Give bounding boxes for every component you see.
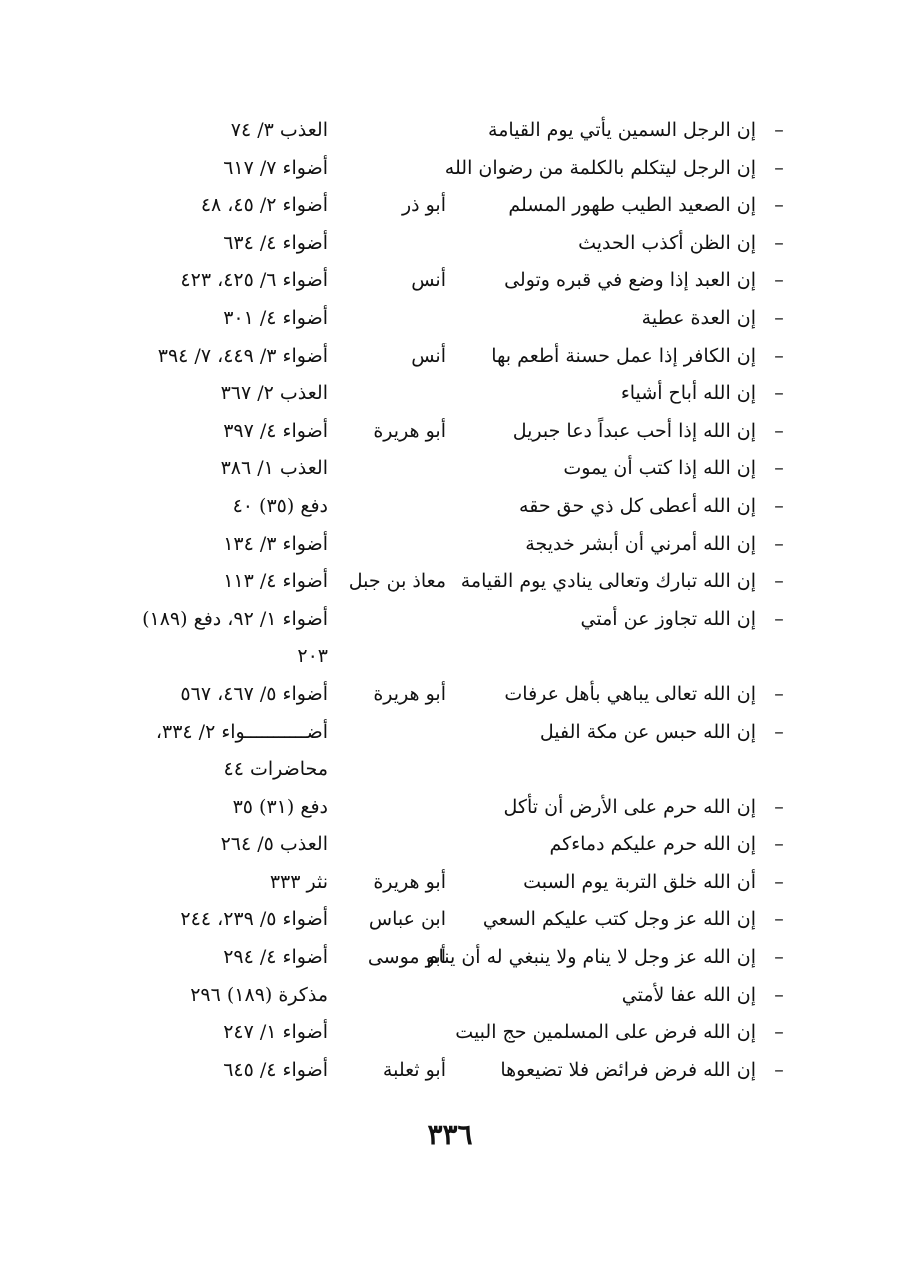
- index-entry: [110, 714, 786, 752]
- entry-dash: –: [774, 983, 784, 1006]
- source-reference: أضواء ٤/ ١١٣: [223, 570, 328, 593]
- entry-dash: –: [774, 306, 784, 329]
- source-reference: أضواء ٤/ ٢٩٤: [223, 946, 328, 969]
- entry-dash: –: [774, 607, 784, 630]
- hadith-text: إن العبد إذا وضع في قبره وتولى: [504, 269, 756, 292]
- index-entry: [110, 150, 786, 188]
- entry-dash: –: [774, 382, 784, 405]
- source-reference: دفع (٣٥) ٤٠: [232, 494, 328, 517]
- index-entry: [110, 112, 786, 150]
- hadith-text: إن الله تبارك وتعالى ينادي يوم القيامة: [460, 570, 756, 593]
- index-entry: [110, 413, 786, 451]
- hadith-text: إن الرجل ليتكلم بالكلمة من رضوان الله: [444, 156, 756, 179]
- index-entry: [110, 601, 786, 639]
- index-entry: [110, 977, 786, 1015]
- source-reference: أضواء ٣/ ١٣٤: [223, 532, 328, 555]
- index-entry: [110, 526, 786, 564]
- entry-dash: –: [774, 720, 784, 743]
- index-entry: [110, 751, 786, 789]
- index-entry: [110, 826, 786, 864]
- source-reference: أضواء ٦/ ٤٢٥، ٤٢٣: [180, 269, 328, 292]
- index-entry: [110, 187, 786, 225]
- page-number: ٣٣٦: [427, 1118, 473, 1151]
- hadith-text: إن الله عز وجل لا ينام ولا ينبغي له أن ينام: [426, 946, 756, 969]
- source-reference: أضواء ٣/ ٤٤٩، ٧/ ٣٩٤: [157, 344, 328, 367]
- index-entry: [110, 676, 786, 714]
- entry-dash: –: [774, 570, 784, 593]
- hadith-text: إن العدة عطية: [641, 306, 756, 329]
- index-entry: [110, 225, 786, 263]
- hadith-text: إن الله أمرني أن أبشر خديجة: [525, 532, 756, 555]
- index-entry: [110, 375, 786, 413]
- source-reference: أضواء ٢/ ٤٥، ٤٨: [200, 194, 328, 217]
- source-reference: العذب ٥/ ٢٦٤: [220, 833, 328, 856]
- index-entry: [110, 300, 786, 338]
- hadith-text: إن الله فرض فرائض فلا تضيعوها: [500, 1058, 756, 1081]
- source-reference: العذب ١/ ٣٨٦: [220, 457, 328, 480]
- reference-continuation: محاضرات ٤٤: [223, 758, 328, 781]
- index-entry: [110, 338, 786, 376]
- source-reference: دفع (٣١) ٣٥: [232, 795, 328, 818]
- hadith-text: إن الله حرم على الأرض أن تأكل: [503, 795, 756, 818]
- hadith-text: إن الله إذا أحب عبداً دعا جبريل: [512, 419, 756, 442]
- entry-dash: –: [774, 1058, 784, 1081]
- entry-dash: –: [774, 119, 784, 141]
- narrator-name: أنس: [411, 269, 446, 292]
- narrator-name: أبو ذر: [401, 194, 446, 217]
- hadith-text: إن الصعيد الطيب طهور المسلم: [508, 194, 756, 217]
- index-entry: [110, 901, 786, 939]
- source-reference: أضواء ٤/ ٣٩٧: [223, 419, 328, 442]
- narrator-name: أبو هريرة: [373, 419, 446, 442]
- entry-dash: –: [774, 457, 784, 480]
- narrator-name: أنس: [411, 344, 446, 367]
- hadith-text: إن الله أعطى كل ذي حق حقه: [519, 494, 756, 517]
- entry-dash: –: [774, 156, 784, 179]
- entry-dash: –: [774, 231, 784, 254]
- entry-dash: –: [774, 194, 784, 217]
- hadith-text: إن الرجل السمين يأتي يوم القيامة: [488, 119, 756, 141]
- hadith-index-list: [110, 112, 786, 1089]
- source-reference: العذب ٢/ ٣٦٧: [220, 382, 328, 405]
- entry-dash: –: [774, 682, 784, 705]
- index-entry: [110, 563, 786, 601]
- hadith-text: إن الله فرض على المسلمين حج البيت: [455, 1021, 756, 1044]
- narrator-name: أبو موسى: [367, 946, 446, 969]
- source-reference: أضواء ١/ ٢٤٧: [223, 1021, 328, 1044]
- entry-dash: –: [774, 1021, 784, 1044]
- source-reference: أضواء ٤/ ٣٠١: [223, 306, 328, 329]
- hadith-text: إن الله عز وجل كتب عليكم السعي: [482, 908, 756, 931]
- hadith-text: إن الله حرم عليكم دماءكم: [549, 833, 756, 856]
- index-entry: [110, 262, 786, 300]
- source-reference: أضواء ٤/ ٦٤٥: [223, 1058, 328, 1081]
- hadith-text: إن الله تجاوز عن أمتي: [580, 607, 756, 630]
- hadith-text: إن الكافر إذا عمل حسنة أطعم بها: [491, 344, 756, 367]
- hadith-text: إن الظن أكذب الحديث: [578, 231, 756, 254]
- entry-dash: –: [774, 494, 784, 517]
- index-entry: [110, 1014, 786, 1052]
- hadith-text: إن الله حبس عن مكة الفيل: [539, 720, 756, 743]
- hadith-text: إن الله إذا كتب أن يموت: [563, 457, 756, 480]
- source-reference: أضواء ٥/ ٤٦٧، ٥٦٧: [180, 682, 328, 705]
- entry-dash: –: [774, 795, 784, 818]
- hadith-text: إن الله عفا لأمتي: [621, 983, 756, 1006]
- reference-continuation: ٢٠٣: [297, 645, 328, 668]
- hadith-text: أن الله خلق التربة يوم السبت: [523, 870, 756, 893]
- hadith-text: إن الله تعالى يباهي بأهل عرفات: [504, 682, 756, 705]
- narrator-name: أبو هريرة: [373, 682, 446, 705]
- source-reference: مذكرة (١٨٩) ٢٩٦: [190, 983, 328, 1006]
- index-entry: [110, 488, 786, 526]
- index-entry: [110, 939, 786, 977]
- entry-dash: –: [774, 419, 784, 442]
- index-entry: [110, 864, 786, 902]
- hadith-text: إن الله أباح أشياء: [620, 382, 756, 405]
- narrator-name: أبو ثعلبة: [382, 1058, 446, 1081]
- index-entry: [110, 1052, 786, 1090]
- entry-dash: –: [774, 532, 784, 555]
- source-reference: أضواء ٧/ ٦١٧: [223, 156, 328, 179]
- source-reference: أضواء ١/ ٩٢، دفع (١٨٩): [142, 607, 328, 630]
- narrator-name: ابن عباس: [368, 908, 446, 931]
- narrator-name: معاذ بن جبل: [348, 570, 446, 593]
- source-reference: أضواء ٤/ ٦٣٤: [223, 231, 328, 254]
- index-entry: [110, 789, 786, 827]
- source-reference: العذب ٣/ ٧٤: [230, 119, 328, 141]
- entry-dash: –: [774, 908, 784, 931]
- entry-dash: –: [774, 946, 784, 969]
- source-reference: أضواء ٥/ ٢٣٩، ٢٤٤: [180, 908, 328, 931]
- index-entry: [110, 450, 786, 488]
- source-reference: نثر ٣٣٣: [269, 870, 328, 893]
- entry-dash: –: [774, 344, 784, 367]
- entry-dash: –: [774, 269, 784, 292]
- source-reference: أضـــــــــــواء ٢/ ٣٣٤،: [155, 720, 328, 743]
- entry-dash: –: [774, 833, 784, 856]
- index-entry: [110, 638, 786, 676]
- narrator-name: أبو هريرة: [373, 870, 446, 893]
- entry-dash: –: [774, 870, 784, 893]
